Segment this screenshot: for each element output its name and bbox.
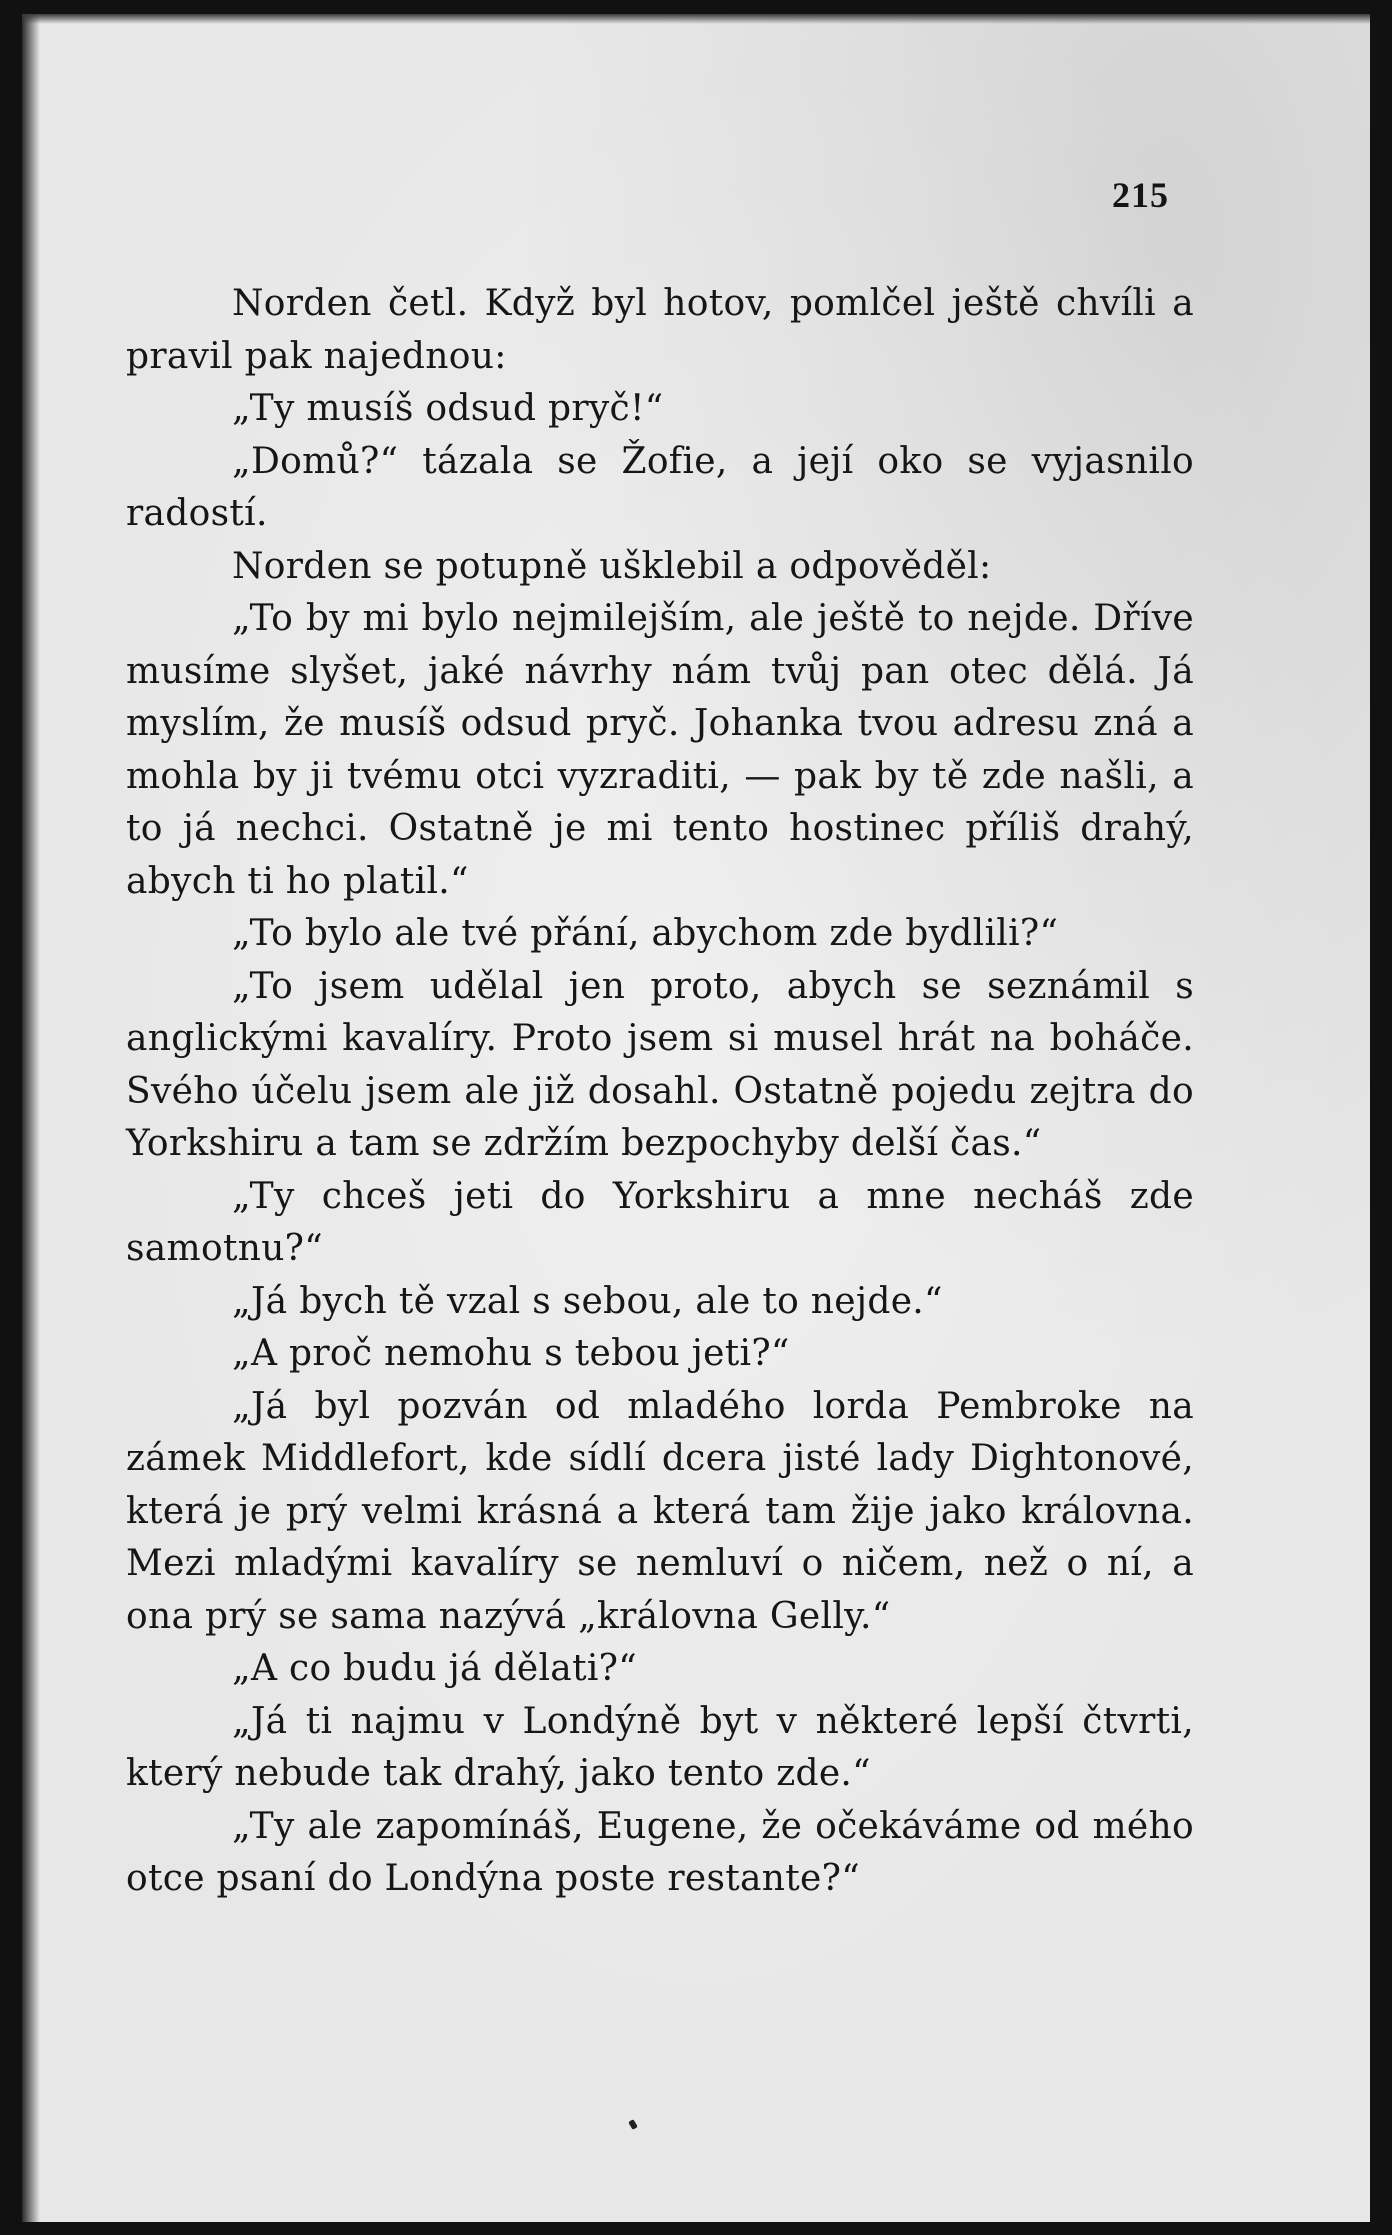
body-text	[126, 278, 1194, 1906]
paragraph: „To bylo ale tvé přání, abychom zde bydlili?“	[232, 913, 1059, 954]
paragraph: „Já bych tě vzal s sebou, ale to nejde.“	[232, 1280, 943, 1322]
paragraph: Norden se potupně ušklebil a odpověděl:	[232, 545, 992, 587]
paragraph: „Já ti najmu v Londýně byt v některé lepší čtvrti, který nebude tak drahý, jako tento zde.“	[126, 1700, 1194, 1794]
paragraph: „Já byl pozván od mladého lorda Pembroke na zámek Middlefort, kde sídlí dcera jisté lady Dightonové, která je prý velmi krásná a která tam žije jako královna. Mezi mladými kavalíry se nemluví o ničem, než o ní, a ona prý se sama nazývá „královna Gelly.“	[126, 1385, 1194, 1637]
paragraph: „Domů?“ tázala se Žofie, a její oko se vyjasnilo radostí.	[126, 440, 1194, 534]
paragraph: „To by mi bylo nejmilejším, ale ještě to nejde. Dříve musíme slyšet, jaké návrhy nám tvůj pan otec dělá. Já myslím, že musíš odsud pryč. Johanka tvou adresu zná a mohla by ji tvému otci vyzraditi, — pak by tě zde našli, a to já nechci. Ostatně je mi tento hostinec příliš drahý, abych ti ho platil.“	[126, 598, 1194, 902]
spine-shadow	[22, 14, 40, 2222]
top-edge-shadow	[22, 14, 1370, 24]
paragraph: „Ty ale zapomínáš, Eugene, že očekáváme od mého otce psaní do Londýna poste restante?“	[126, 1805, 1194, 1899]
paragraph: Norden četl. Když byl hotov, pomlčel ještě chvíli a pravil pak najednou:	[126, 283, 1194, 377]
paragraph: „Ty musíš odsud pryč!“	[232, 388, 664, 429]
page-number: 215	[1112, 175, 1169, 215]
paragraph: „A co budu já dělati?“	[232, 1648, 637, 1689]
paragraph: „Ty chceš jeti do Yorkshiru a mne necháš zde samotnu?“	[126, 1175, 1194, 1269]
paragraph: „A proč nemohu s tebou jeti?“	[232, 1333, 790, 1374]
paragraph: „To jsem udělal jen proto, abych se seznámil s anglickými kavalíry. Proto jsem si musel hrát na boháče. Svého účelu jsem ale již dosahl. Ostatně pojedu zejtra do Yorkshiru a tam se zdržím bezpochyby delší čas.“	[126, 965, 1194, 1164]
